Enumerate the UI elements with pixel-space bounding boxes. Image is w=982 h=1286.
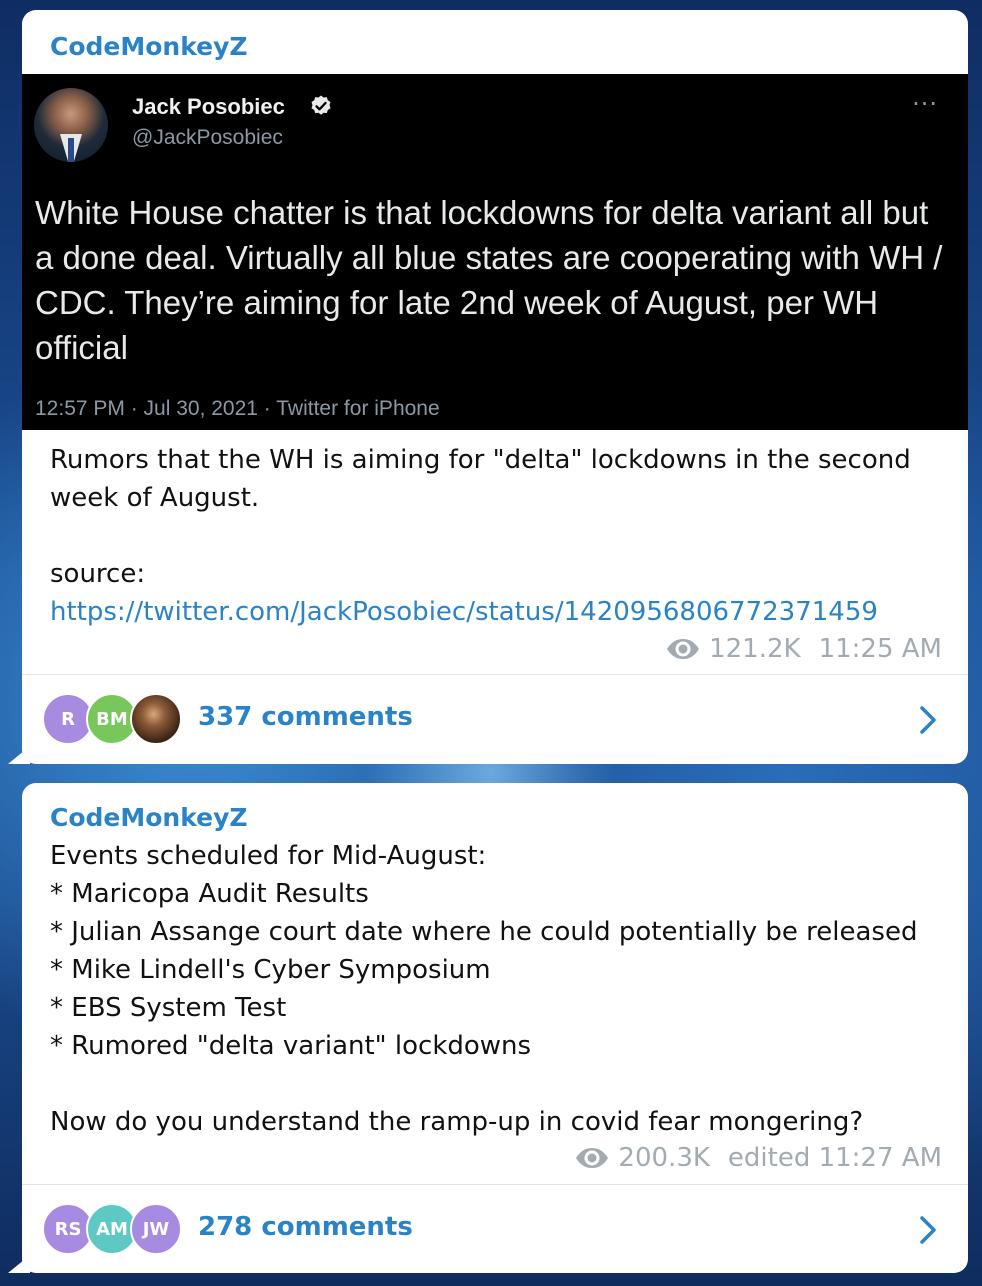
message-text: Events scheduled for Mid-August: * Maricopa Audit Results * Julian Assange court date where he could potentially be released * Mike Lindell's Cyber Symposium * EBS System Test * Rumored "delta variant" lockdowns Now do you understand the ramp-up in covid fear mongering? — [50, 841, 918, 1137]
tweet-author-avatar — [34, 88, 108, 162]
view-count: 121.2K — [709, 634, 801, 664]
comments-bar[interactable] — [22, 676, 968, 762]
chevron-right-icon[interactable] — [918, 1214, 938, 1246]
view-count: 200.3K — [618, 1143, 710, 1173]
embedded-tweet-screenshot[interactable] — [22, 74, 968, 430]
message-stats — [665, 634, 942, 664]
commenter-avatars — [42, 693, 182, 745]
message-stats — [574, 1143, 942, 1173]
tweet-timestamp: 12:57 PM · Jul 30, 2021 · Twitter for iPhone — [35, 397, 440, 420]
message-text — [50, 441, 950, 631]
tweet-text: White House chatter is that lockdowns for delta variant all but a done deal. Virtually all blue states are cooperating with WH / CDC. They’re aiming for late 2nd week of August, per WH official — [35, 194, 943, 366]
avatar: JW — [130, 1203, 182, 1255]
message-time: edited 11:27 AM — [727, 1143, 942, 1173]
comments-count[interactable]: 278 comments — [198, 1212, 413, 1242]
avatar: R — [42, 693, 94, 745]
verified-badge-icon — [309, 94, 333, 118]
avatar: RS — [42, 1203, 94, 1255]
divider — [22, 674, 968, 675]
commenter-avatars — [42, 1203, 182, 1255]
message-time: 11:25 AM — [818, 634, 942, 664]
sender-name[interactable]: CodeMonkeyZ — [50, 32, 248, 61]
eye-icon — [574, 1146, 610, 1170]
source-link[interactable]: https://twitter.com/JackPosobiec/status/1420956806772371459 — [50, 597, 878, 627]
tweet-author-handle: @JackPosobiec — [132, 126, 283, 149]
avatar: BM — [86, 693, 138, 745]
tweet-author-name: Jack Posobiec — [132, 94, 285, 119]
comments-bar[interactable] — [22, 1186, 968, 1272]
avatar: AM — [86, 1203, 138, 1255]
more-options-icon: ··· — [912, 90, 938, 118]
channel-post — [22, 10, 968, 764]
comments-count[interactable]: 337 comments — [198, 702, 413, 732]
message-body: Rumors that the WH is aiming for "delta" lockdowns in the second week of August. source: — [50, 445, 911, 589]
chevron-right-icon[interactable] — [918, 704, 938, 736]
sender-name[interactable]: CodeMonkeyZ — [50, 803, 248, 832]
eye-icon — [665, 637, 701, 661]
channel-post — [22, 783, 968, 1273]
divider — [22, 1184, 968, 1185]
avatar — [130, 693, 182, 745]
